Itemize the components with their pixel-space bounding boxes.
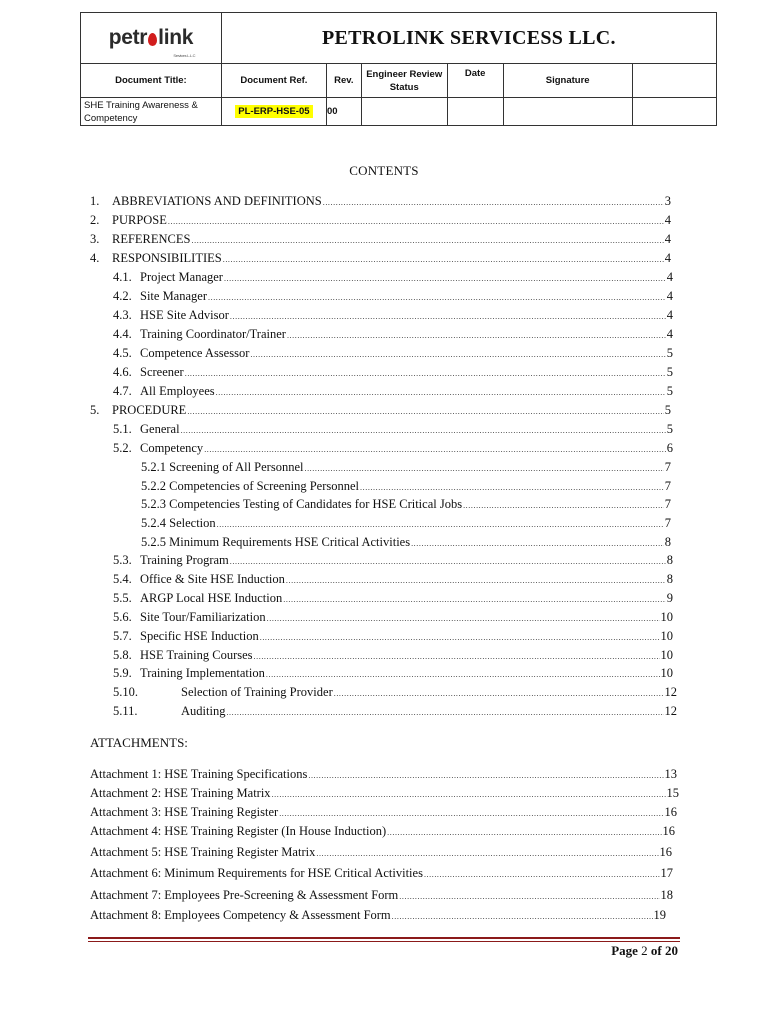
attachment-label: Attachment 3: HSE Training Register — [90, 805, 279, 819]
attachment-page: 15 — [666, 786, 679, 800]
toc-entry-label: 5.2.5 Minimum Requirements HSE Critical Activities — [141, 535, 411, 549]
page-prefix: Page — [611, 943, 638, 958]
toc-entry-label: Site Tour/Familiarization — [140, 610, 266, 624]
toc-entry[interactable] — [113, 365, 673, 380]
toc-leader-dots — [168, 217, 664, 226]
toc-leader-dots — [250, 350, 665, 359]
toc-entry-page: 3 — [664, 194, 671, 208]
toc-entry-number: 4.7. — [113, 384, 132, 398]
attachment-page: 19 — [653, 908, 666, 922]
attachment-entry[interactable] — [90, 888, 673, 903]
toc-entry-page: 8 — [666, 572, 673, 586]
toc-entry-number: 5. — [90, 403, 100, 417]
toc-entry-page: 4 — [664, 251, 671, 265]
attachment-leader-dots — [399, 892, 659, 901]
toc-entry[interactable] — [113, 327, 673, 342]
attachment-leader-dots — [387, 828, 661, 837]
attachment-leader-dots — [424, 870, 660, 879]
toc-entry[interactable] — [113, 704, 677, 719]
toc-entry-page: 7 — [664, 479, 671, 493]
company-logo — [108, 26, 196, 58]
toc-entry-page: 10 — [660, 666, 673, 680]
toc-entry-label: Competency — [140, 441, 204, 455]
attachment-page: 16 — [662, 824, 675, 838]
toc-entry-number: 2. — [90, 213, 100, 227]
toc-leader-dots — [216, 388, 666, 397]
engineer-review-value — [361, 98, 447, 126]
attachment-leader-dots — [308, 771, 663, 780]
toc-entry[interactable] — [90, 232, 671, 247]
toc-entry-label: REFERENCES — [112, 232, 191, 246]
toc-entry-number: 5.1. — [113, 422, 132, 436]
toc-entry-page: 10 — [660, 610, 673, 624]
contents-heading: CONTENTS — [349, 163, 419, 178]
toc-entry-number: 5.8. — [113, 648, 132, 662]
attachment-leader-dots — [392, 912, 653, 921]
toc-entry[interactable] — [90, 251, 671, 266]
toc-leader-dots — [260, 633, 660, 642]
company-name: PETROLINK SERVICESS LLC. — [221, 13, 716, 64]
empty-value — [632, 98, 716, 126]
toc-entry[interactable] — [113, 648, 673, 663]
attachment-label: Attachment 8: Employees Competency & Assessment Form — [90, 908, 391, 922]
toc-leader-dots — [230, 312, 666, 321]
toc-leader-dots — [411, 539, 664, 548]
toc-entry-number: 4.1. — [113, 270, 132, 284]
document-title-value: SHE Training Awareness & Competency — [81, 98, 222, 126]
toc-entry-number: 5.10. — [113, 685, 138, 699]
toc-entry-label: 5.2.3 Competencies Testing of Candidates for HSE Critical Jobs — [141, 497, 463, 511]
toc-leader-dots — [360, 483, 664, 492]
document-ref-cell — [221, 98, 326, 126]
attachment-entry[interactable] — [90, 786, 679, 801]
toc-leader-dots — [226, 708, 663, 717]
toc-entry[interactable] — [90, 213, 671, 228]
toc-leader-dots — [287, 331, 666, 340]
toc-entry-page: 7 — [664, 497, 671, 511]
toc-entry-label: General — [140, 422, 180, 436]
attachment-leader-dots — [316, 849, 658, 858]
attachment-label: Attachment 1: HSE Training Specifications — [90, 767, 308, 781]
toc-entry-label: 5.2.1 Screening of All Personnel — [141, 460, 304, 474]
toc-entry-page: 7 — [664, 516, 671, 530]
toc-entry[interactable] — [113, 422, 673, 437]
toc-leader-dots — [323, 198, 664, 207]
col-header-document-title: Document Title: — [81, 64, 222, 98]
toc-entry-label: Selection of Training Provider — [181, 685, 333, 699]
toc-entry[interactable] — [113, 685, 677, 700]
toc-entry-number: 5.9. — [113, 666, 132, 680]
attachment-leader-dots — [272, 790, 666, 799]
toc-entry-number: 5.2. — [113, 441, 132, 455]
attachment-page: 13 — [664, 767, 677, 781]
toc-entry-page: 4 — [666, 327, 673, 341]
attachment-label: Attachment 4: HSE Training Register (In House Induction) — [90, 824, 387, 838]
toc-entry[interactable] — [113, 308, 673, 323]
toc-leader-dots — [334, 689, 664, 698]
toc-entry-label: 5.2.2 Competencies of Screening Personnel — [141, 479, 360, 493]
toc-leader-dots — [463, 501, 664, 510]
attachment-page: 18 — [660, 888, 673, 902]
toc-entry-label: Screener — [140, 365, 184, 379]
toc-entry-label: Site Manager — [140, 289, 207, 303]
toc-entry-number: 5.7. — [113, 629, 132, 643]
page-number — [611, 943, 678, 959]
toc-leader-dots — [185, 369, 666, 378]
toc-entry-page: 5 — [666, 346, 673, 360]
attachment-page: 17 — [660, 866, 673, 880]
toc-leader-dots — [204, 445, 666, 454]
footer-rule — [88, 937, 680, 939]
toc-entry-number: 5.4. — [113, 572, 132, 586]
toc-leader-dots — [187, 407, 663, 416]
toc-entry-number: 4.3. — [113, 308, 132, 322]
toc-leader-dots — [192, 236, 664, 245]
page-current: 2 — [641, 943, 648, 958]
toc-entry-label: Auditing — [181, 704, 226, 718]
toc-entry-page: 12 — [664, 704, 677, 718]
toc-entry[interactable] — [90, 194, 671, 209]
toc-entry-label: Training Program — [140, 553, 229, 567]
toc-entry[interactable] — [141, 460, 671, 475]
toc-entry-number: 5.5. — [113, 591, 132, 605]
toc-entry[interactable] — [113, 270, 673, 285]
toc-entry-number: 3. — [90, 232, 100, 246]
toc-entry[interactable] — [113, 441, 673, 456]
attachment-entry[interactable] — [90, 805, 677, 820]
toc-leader-dots — [254, 652, 660, 661]
toc-entry[interactable] — [141, 479, 671, 494]
document-header-table — [80, 12, 717, 126]
toc-entry-number: 4.5. — [113, 346, 132, 360]
logo-text-right: link — [158, 26, 194, 49]
toc-leader-dots — [266, 670, 660, 679]
toc-leader-dots — [230, 557, 666, 566]
toc-entry[interactable] — [141, 516, 671, 531]
toc-entry-page: 8 — [666, 553, 673, 567]
toc-entry-page: 10 — [660, 629, 673, 643]
toc-entry-page: 10 — [660, 648, 673, 662]
toc-entry-number: 4.6. — [113, 365, 132, 379]
toc-entry-page: 4 — [666, 270, 673, 284]
attachment-label: Attachment 6: Minimum Requirements for HSE Critical Activities — [90, 866, 423, 880]
toc-entry-label: Training Coordinator/Trainer — [140, 327, 286, 341]
toc-entry[interactable] — [113, 591, 673, 606]
toc-entry-number: 4.4. — [113, 327, 132, 341]
toc-entry-page: 5 — [666, 384, 673, 398]
toc-entry-page: 12 — [664, 685, 677, 699]
attachment-leader-dots — [279, 809, 663, 818]
rev-value: 00 — [326, 98, 361, 126]
toc-entry-label: All Employees — [140, 384, 215, 398]
toc-entry-page: 8 — [664, 535, 671, 549]
toc-leader-dots — [208, 293, 666, 302]
col-header-rev: Rev. — [326, 64, 361, 98]
document-ref-value: PL-ERP-HSE-05 — [235, 105, 312, 118]
toc-entry-page: 6 — [666, 441, 673, 455]
toc-entry-number: 5.3. — [113, 553, 132, 567]
toc-leader-dots — [267, 614, 660, 623]
toc-entry-number: 5.11. — [113, 704, 138, 718]
toc-entry[interactable] — [113, 610, 673, 625]
toc-entry-number: 5.6. — [113, 610, 132, 624]
attachment-entry[interactable] — [90, 824, 675, 839]
toc-entry-label: PURPOSE — [112, 213, 167, 227]
toc-entry[interactable] — [113, 289, 673, 304]
date-value — [447, 98, 503, 126]
oil-drop-icon — [148, 33, 157, 46]
toc-entry-page: 4 — [664, 232, 671, 246]
attachments-heading: ATTACHMENTS: — [90, 735, 188, 750]
toc-entry[interactable] — [90, 403, 671, 418]
toc-entry[interactable] — [113, 553, 673, 568]
attachment-page: 16 — [659, 845, 672, 859]
toc-leader-dots — [217, 520, 664, 529]
col-header-empty — [632, 64, 716, 98]
attachment-label: Attachment 7: Employees Pre-Screening & Assessment Form — [90, 888, 399, 902]
toc-entry[interactable] — [141, 497, 671, 512]
toc-leader-dots — [181, 426, 666, 435]
toc-entry-label: HSE Training Courses — [140, 648, 253, 662]
toc-entry-number: 1. — [90, 194, 100, 208]
toc-entry-label: PROCEDURE — [112, 403, 187, 417]
toc-leader-dots — [286, 576, 666, 585]
toc-leader-dots — [304, 464, 663, 473]
toc-entry-label: Competence Assessor — [140, 346, 250, 360]
toc-entry-page: 5 — [666, 422, 673, 436]
toc-entry-number: 4. — [90, 251, 100, 265]
toc-entry-page: 9 — [666, 591, 673, 605]
toc-entry-page: 4 — [666, 308, 673, 322]
attachment-entry[interactable] — [90, 845, 672, 860]
toc-entry[interactable] — [141, 535, 671, 550]
col-header-document-ref: Document Ref. — [221, 64, 326, 98]
toc-entry[interactable] — [113, 629, 673, 644]
toc-entry-label: HSE Site Advisor — [140, 308, 229, 322]
toc-entry-label: ABBREVIATIONS AND DEFINITIONS — [112, 194, 322, 208]
logo-text-left: petr — [108, 26, 148, 49]
toc-entry-label: RESPONSIBILITIES — [112, 251, 222, 265]
footer-rule-thin — [88, 941, 680, 942]
toc-entry[interactable] — [113, 384, 673, 399]
attachment-page: 16 — [664, 805, 677, 819]
col-header-signature: Signature — [503, 64, 632, 98]
toc-entry-label: Project Manager — [140, 270, 223, 284]
logo-subtitle: Services L.L.C — [173, 53, 196, 58]
toc-entry-label: 5.2.4 Selection — [141, 516, 216, 530]
toc-entry-page: 5 — [664, 403, 671, 417]
toc-entry[interactable] — [113, 666, 673, 681]
attachment-label: Attachment 5: HSE Training Register Matrix — [90, 845, 316, 859]
toc-entry-page: 4 — [664, 213, 671, 227]
logo-cell — [81, 13, 222, 64]
toc-leader-dots — [224, 274, 666, 283]
toc-entry-label: Training Implementation — [140, 666, 265, 680]
toc-entry-page: 5 — [666, 365, 673, 379]
toc-entry[interactable] — [113, 346, 673, 361]
toc-entry-label: Office & Site HSE Induction — [140, 572, 285, 586]
toc-entry-page: 4 — [666, 289, 673, 303]
col-header-date: Date — [447, 64, 503, 98]
toc-entry-page: 7 — [664, 460, 671, 474]
attachment-entry[interactable] — [90, 866, 673, 881]
page-total: of 20 — [650, 943, 678, 958]
toc-entry-label: ARGP Local HSE Induction — [140, 591, 283, 605]
toc-entry[interactable] — [113, 572, 673, 587]
toc-entry-number: 4.2. — [113, 289, 132, 303]
signature-value — [503, 98, 632, 126]
toc-leader-dots — [223, 255, 664, 264]
col-header-engineer-review: Engineer Review Status — [361, 64, 447, 98]
attachment-entry[interactable] — [90, 767, 677, 782]
attachment-label: Attachment 2: HSE Training Matrix — [90, 786, 271, 800]
attachment-entry[interactable] — [90, 908, 666, 923]
toc-leader-dots — [283, 595, 666, 604]
toc-entry-label: Specific HSE Induction — [140, 629, 259, 643]
